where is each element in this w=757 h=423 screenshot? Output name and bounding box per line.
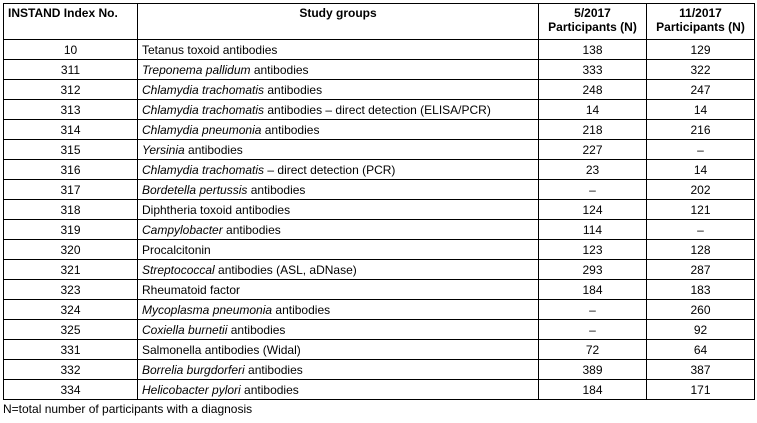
table-row: [4, 60, 755, 80]
study-group-text: Salmonella antibodies (Widal): [142, 342, 301, 357]
cell-index: 312: [4, 80, 138, 100]
cell-index: 331: [4, 340, 138, 360]
cell-participants-period-1: 138: [539, 40, 647, 60]
cell-study-group: [138, 380, 539, 400]
table-header-row: [4, 4, 755, 40]
cell-participants-period-2: 14: [647, 100, 755, 120]
table-row: [4, 300, 755, 320]
header-period-1-label: Participants (N): [548, 20, 637, 34]
cell-study-group: [138, 240, 539, 260]
cell-index: 319: [4, 220, 138, 240]
table-body: [4, 40, 755, 400]
cell-participants-period-1: 72: [539, 340, 647, 360]
header-period-2-label: Participants (N): [656, 20, 745, 34]
table-row: [4, 260, 755, 280]
header-period-1-date: 5/2017: [574, 6, 611, 20]
organism-name: Bordetella pertussis: [142, 182, 248, 197]
cell-participants-period-2: 92: [647, 320, 755, 340]
cell-participants-period-1: –: [539, 180, 647, 200]
cell-index: 315: [4, 140, 138, 160]
table-row: [4, 200, 755, 220]
table-row: [4, 340, 755, 360]
cell-index: 324: [4, 300, 138, 320]
organism-name: Chlamydia trachomatis: [142, 82, 265, 97]
cell-index: 311: [4, 60, 138, 80]
cell-study-group: [138, 80, 539, 100]
table-row: [4, 280, 755, 300]
cell-participants-period-2: 183: [647, 280, 755, 300]
participants-table: [3, 3, 755, 400]
footnote: N=total number of participants with a diagnosis: [3, 402, 253, 416]
study-group-text: antibodies: [247, 182, 306, 197]
cell-participants-period-2: 216: [647, 120, 755, 140]
study-group-text: antibodies: [250, 62, 309, 77]
cell-participants-period-2: 64: [647, 340, 755, 360]
cell-participants-period-1: 389: [539, 360, 647, 380]
cell-index: 321: [4, 260, 138, 280]
cell-participants-period-1: 14: [539, 100, 647, 120]
cell-participants-period-1: –: [539, 300, 647, 320]
cell-participants-period-1: 124: [539, 200, 647, 220]
cell-index: 317: [4, 180, 138, 200]
cell-study-group: [138, 320, 539, 340]
cell-index: 325: [4, 320, 138, 340]
study-group-text: antibodies: [227, 322, 286, 337]
cell-participants-period-2: 260: [647, 300, 755, 320]
cell-study-group: [138, 260, 539, 280]
cell-participants-period-2: 129: [647, 40, 755, 60]
table-row: [4, 320, 755, 340]
study-group-text: Diphtheria toxoid antibodies: [142, 202, 291, 217]
organism-name: Mycoplasma pneumonia: [142, 302, 273, 317]
cell-index: 323: [4, 280, 138, 300]
study-group-text: antibodies – direct detection (ELISA/PCR): [264, 102, 491, 117]
table-row: [4, 360, 755, 380]
study-group-text: antibodies: [240, 382, 299, 397]
cell-participants-period-1: 293: [539, 260, 647, 280]
organism-name: Campylobacter: [142, 222, 223, 237]
study-group-text: Rheumatoid factor: [142, 282, 241, 297]
cell-study-group: [138, 180, 539, 200]
cell-study-group: [138, 160, 539, 180]
cell-index: 316: [4, 160, 138, 180]
table-row: [4, 100, 755, 120]
cell-participants-period-1: 114: [539, 220, 647, 240]
study-group-text: antibodies: [264, 82, 323, 97]
organism-name: Chlamydia trachomatis: [142, 162, 265, 177]
organism-name: Chlamydia pneumonia: [142, 122, 262, 137]
cell-study-group: [138, 220, 539, 240]
cell-participants-period-2: 247: [647, 80, 755, 100]
table-row: [4, 240, 755, 260]
header-period-1: [539, 4, 647, 40]
organism-name: Borrelia burgdorferi: [142, 362, 245, 377]
cell-participants-period-1: 123: [539, 240, 647, 260]
cell-index: 313: [4, 100, 138, 120]
cell-participants-period-2: –: [647, 140, 755, 160]
header-period-2-date: 11/2017: [679, 6, 722, 20]
header-period-2: [647, 4, 755, 40]
cell-participants-period-2: 171: [647, 380, 755, 400]
cell-participants-period-1: 184: [539, 280, 647, 300]
cell-study-group: [138, 340, 539, 360]
cell-participants-period-1: 227: [539, 140, 647, 160]
table-row: [4, 180, 755, 200]
cell-participants-period-1: 218: [539, 120, 647, 140]
cell-participants-period-2: –: [647, 220, 755, 240]
cell-study-group: [138, 200, 539, 220]
cell-participants-period-2: 387: [647, 360, 755, 380]
study-group-text: – direct detection (PCR): [264, 162, 396, 177]
organism-name: Coxiella burnetii: [142, 322, 228, 337]
cell-index: 314: [4, 120, 138, 140]
cell-index: 10: [4, 40, 138, 60]
cell-participants-period-2: 322: [647, 60, 755, 80]
study-group-text: Procalcitonin: [142, 242, 211, 257]
cell-study-group: [138, 140, 539, 160]
table-row: [4, 220, 755, 240]
cell-index: 334: [4, 380, 138, 400]
study-group-text: antibodies: [261, 122, 320, 137]
cell-index: 332: [4, 360, 138, 380]
table-row: [4, 380, 755, 400]
cell-participants-period-2: 121: [647, 200, 755, 220]
header-study-groups: Study groups: [138, 4, 539, 40]
cell-participants-period-1: 333: [539, 60, 647, 80]
cell-index: 320: [4, 240, 138, 260]
study-group-text: antibodies: [184, 142, 243, 157]
cell-study-group: [138, 100, 539, 120]
cell-index: 318: [4, 200, 138, 220]
cell-study-group: [138, 60, 539, 80]
table-row: [4, 120, 755, 140]
study-group-text: Tetanus toxoid antibodies: [142, 42, 278, 57]
table-row: [4, 40, 755, 60]
header-index: INSTAND Index No.: [4, 4, 138, 40]
study-group-text: antibodies: [222, 222, 281, 237]
organism-name: Treponema pallidum: [142, 62, 251, 77]
cell-participants-period-1: 23: [539, 160, 647, 180]
cell-participants-period-1: –: [539, 320, 647, 340]
organism-name: Yersinia: [142, 142, 185, 157]
table-row: [4, 80, 755, 100]
cell-participants-period-2: 128: [647, 240, 755, 260]
table-row: [4, 160, 755, 180]
organism-name: Streptococcal: [142, 262, 215, 277]
cell-participants-period-2: 14: [647, 160, 755, 180]
cell-participants-period-2: 287: [647, 260, 755, 280]
cell-study-group: [138, 280, 539, 300]
cell-study-group: [138, 40, 539, 60]
study-group-text: antibodies (ASL, aDNase): [214, 262, 357, 277]
cell-participants-period-1: 248: [539, 80, 647, 100]
cell-study-group: [138, 360, 539, 380]
organism-name: Helicobacter pylori: [142, 382, 241, 397]
cell-participants-period-1: 184: [539, 380, 647, 400]
study-group-text: antibodies: [272, 302, 331, 317]
cell-participants-period-2: 202: [647, 180, 755, 200]
study-group-text: antibodies: [244, 362, 303, 377]
table-row: [4, 140, 755, 160]
cell-study-group: [138, 120, 539, 140]
cell-study-group: [138, 300, 539, 320]
organism-name: Chlamydia trachomatis: [142, 102, 265, 117]
